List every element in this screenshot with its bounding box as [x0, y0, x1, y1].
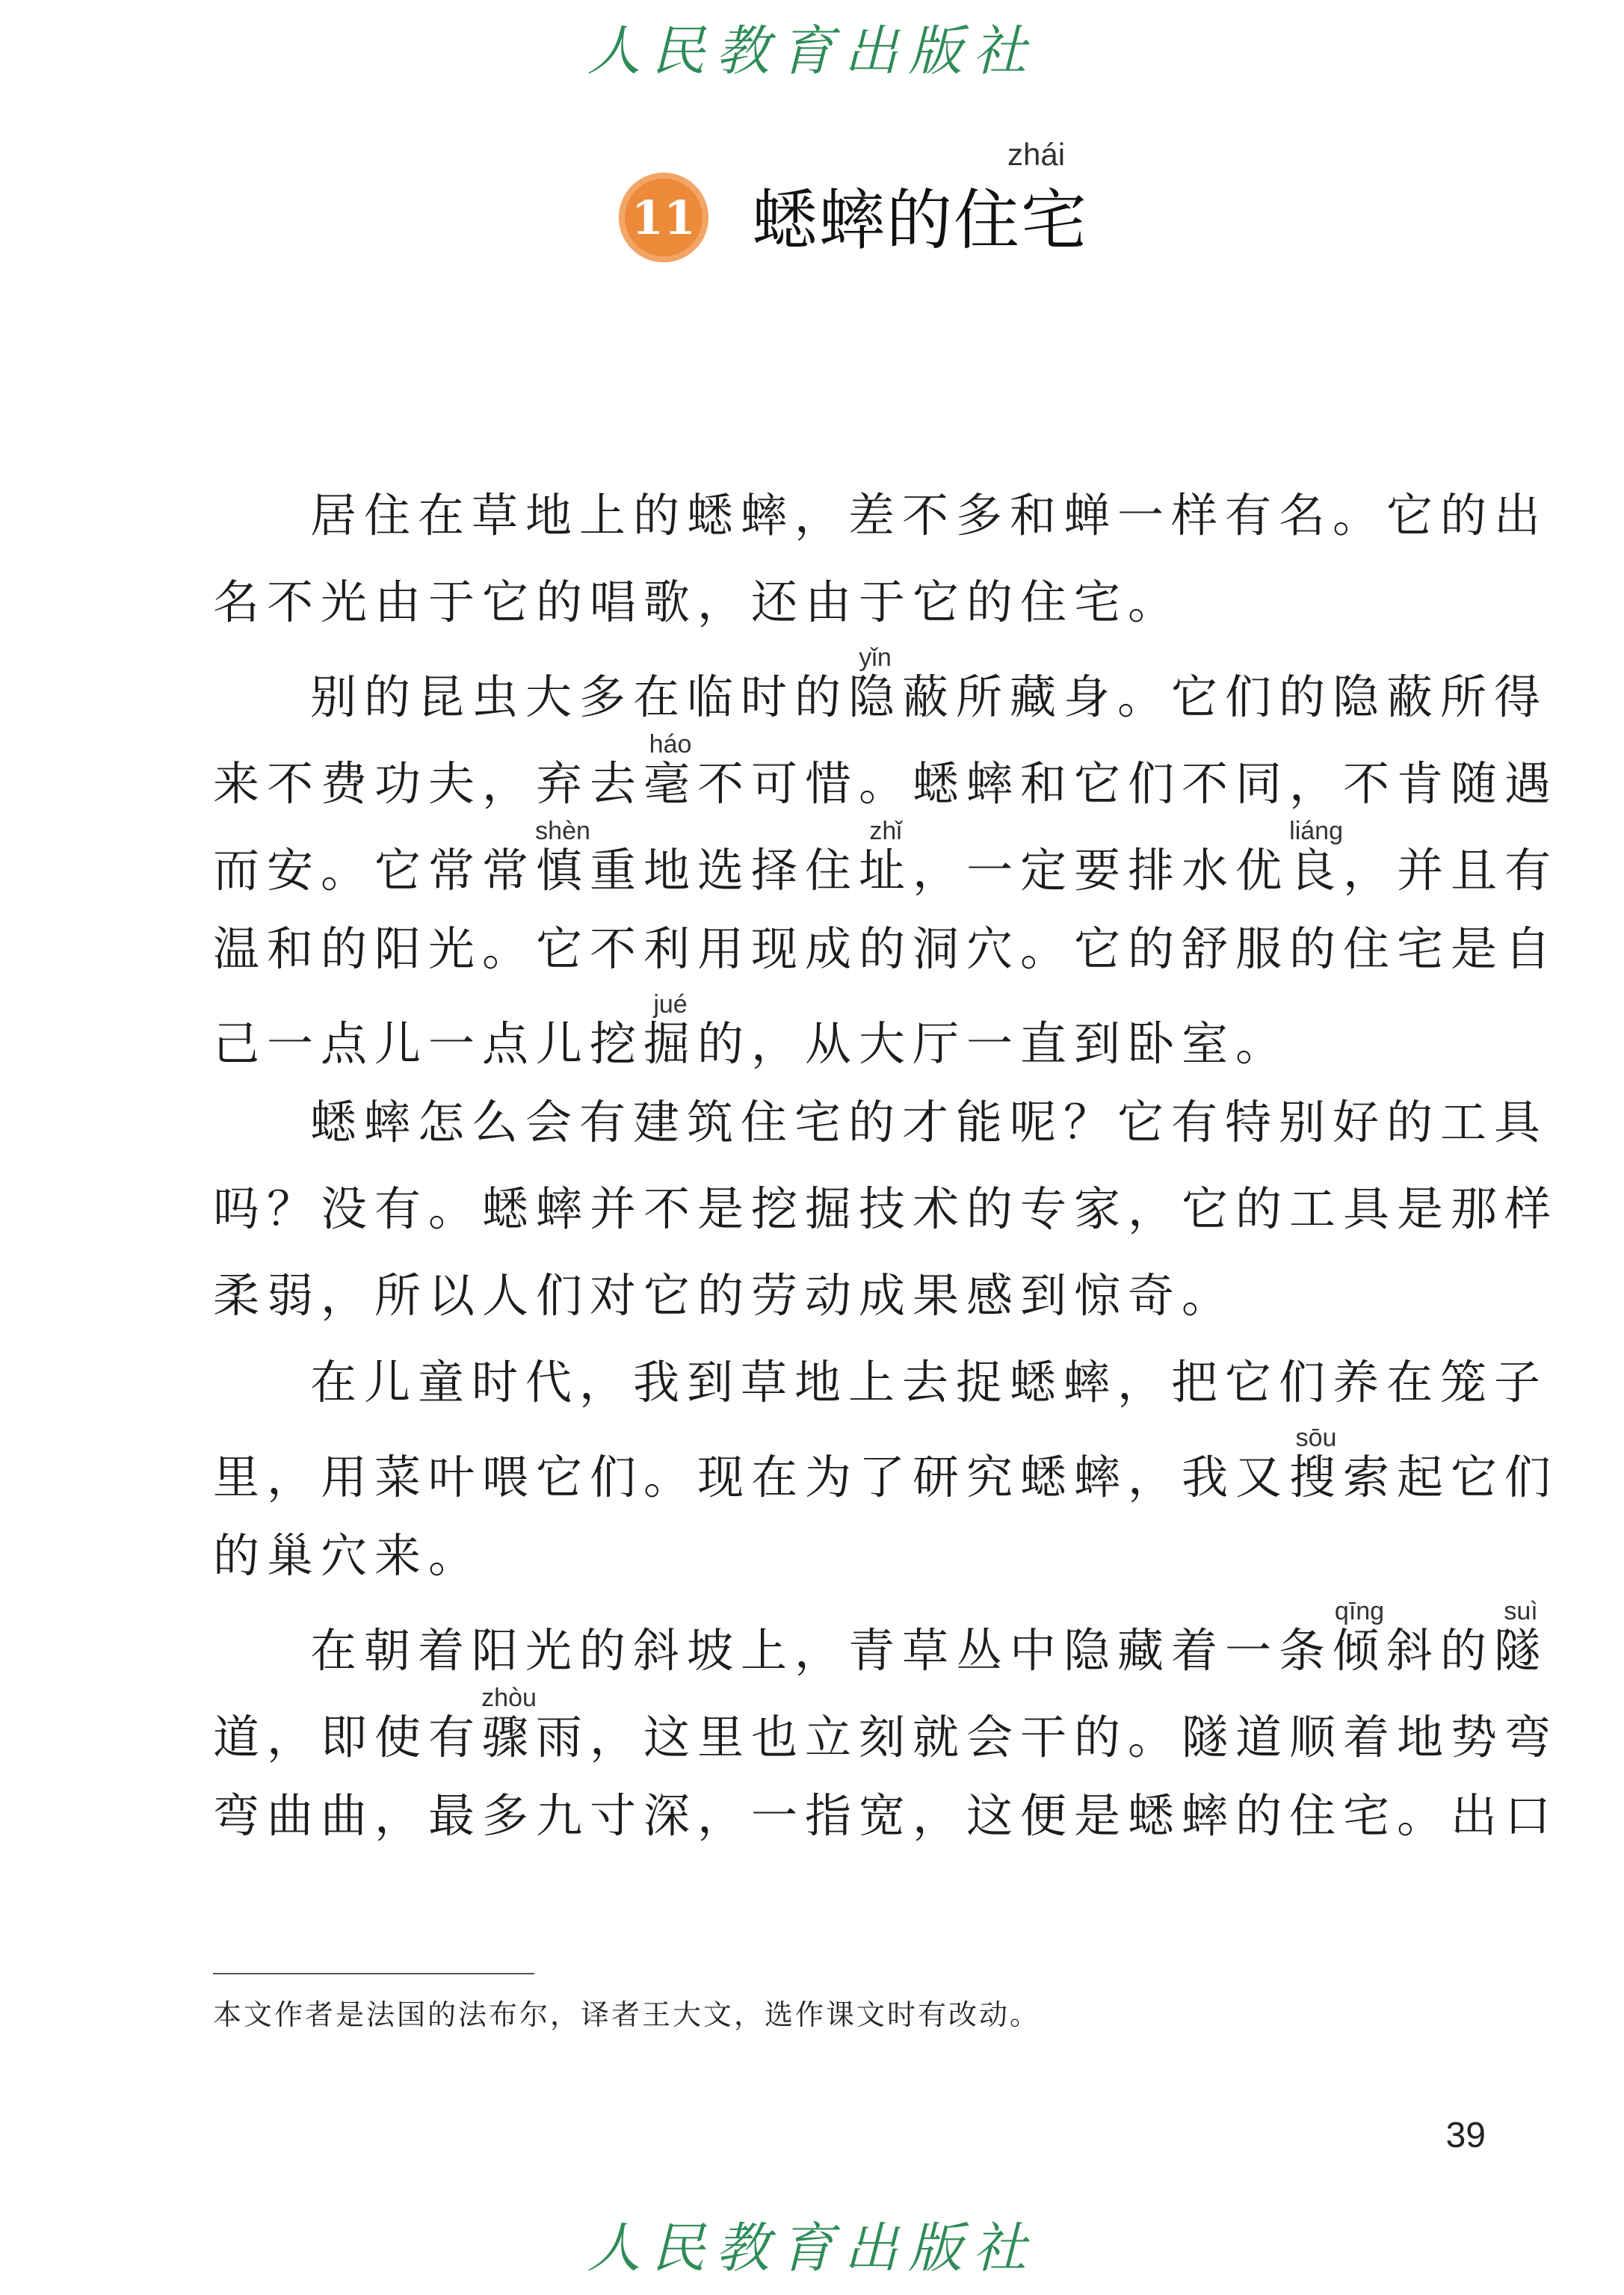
publisher-logo-bottom: 人民教育出版社 — [587, 2217, 1037, 2279]
text-line: 来不费功夫，弃去毫háo不可惜。蟋蟀和它们不同，不肯随遇 — [213, 730, 1559, 811]
pinyin-annotation: 良liáng — [1289, 817, 1344, 898]
text-line: 的巢穴来。 — [213, 1528, 483, 1583]
text-line: 弯曲曲，最多九寸深，一指宽，这便是蟋蟀的住宅。出口 — [213, 1788, 1559, 1843]
text-line: 居住在草地上的蟋蟀，差不多和蝉一样有名。它的出 — [310, 488, 1549, 543]
footnote: 本文作者是法国的法布尔，译者王大文，选作课文时有改动。 — [213, 1998, 1041, 2031]
publisher-logo-top: 人民教育出版社 — [587, 19, 1037, 82]
pinyin-annotation: 毫háo — [643, 730, 698, 811]
text-line: 别的昆虫大多在临时的隐yǐn蔽所藏身。它们的隐蔽所得 — [310, 643, 1549, 724]
text-line: 里，用菜叶喂它们。现在为了研究蟋蟀，我又搜sōu索起它们 — [213, 1424, 1559, 1504]
text-line: 道，即使有骤zhòu雨，这里也立刻就会干的。隧道顺着地势弯 — [213, 1684, 1559, 1764]
footnote-divider — [213, 1973, 534, 1974]
pinyin-annotation: 址zhǐ — [859, 817, 913, 898]
lesson-heading — [619, 137, 1142, 265]
text-line: 蟋蟀怎么会有建筑住宅的才能呢？它有特别好的工具 — [310, 1095, 1549, 1149]
text-line: 名不光由于它的唱歌，还由于它的住宅。 — [213, 575, 1182, 629]
page-number: 39 — [1445, 2116, 1486, 2155]
text-line: 在儿童时代，我到草地上去捉蟋蟀，把它们养在笼子 — [310, 1355, 1549, 1409]
lesson-title: 蟋蟀的住宅 — [752, 182, 1089, 259]
pinyin-annotation: 慎shèn — [535, 817, 590, 898]
text-line: 己一点儿一点儿挖掘jué的，从大厅一直到卧室。 — [213, 990, 1290, 1071]
text-line: 吗？没有。蟋蟀并不是挖掘技术的专家，它的工具是那样 — [213, 1182, 1559, 1236]
pinyin-annotation: 隐yǐn — [848, 643, 903, 724]
title-pinyin: zhái — [1007, 137, 1066, 172]
text-line: 温和的阳光。它不利用现成的洞穴。它的舒服的住宅是自 — [213, 921, 1559, 976]
text-line: 柔弱，所以人们对它的劳动成果感到惊奇。 — [213, 1268, 1236, 1323]
body-text — [213, 472, 1559, 1859]
lesson-number-badge: 11 — [619, 173, 708, 262]
pinyin-annotation: 倾qīng — [1333, 1597, 1387, 1678]
pinyin-annotation: 骤zhòu — [481, 1684, 537, 1764]
pinyin-annotation: 搜sōu — [1289, 1424, 1344, 1504]
text-line: 而安。它常常慎shèn重地选择住址zhǐ，一定要排水优良liáng，并且有 — [213, 817, 1559, 898]
pinyin-annotation: 隧suì — [1494, 1597, 1549, 1678]
text-line: 在朝着阳光的斜坡上，青草丛中隐藏着一条倾qīng斜的隧suì — [310, 1597, 1549, 1678]
pinyin-annotation: 掘jué — [643, 990, 698, 1071]
